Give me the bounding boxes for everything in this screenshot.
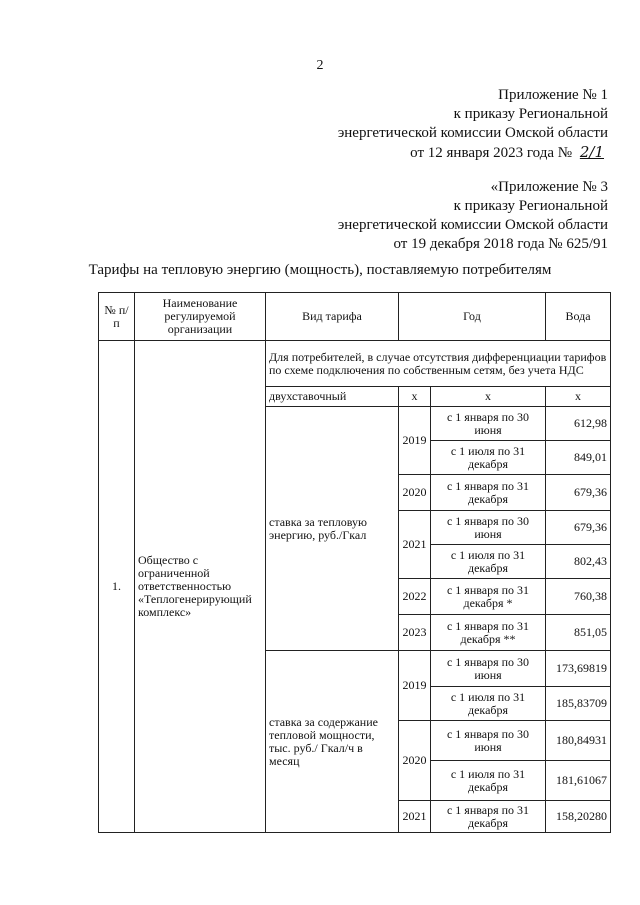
two-rate-year: х xyxy=(399,387,431,407)
two-rate-value: х xyxy=(546,387,611,407)
energy-period: с 1 января по 31 декабря xyxy=(431,475,546,511)
capacity-value: 173,69819 xyxy=(546,651,611,687)
capacity-value: 158,20280 xyxy=(546,801,611,833)
energy-value: 612,98 xyxy=(546,407,611,441)
appendix-3-header xyxy=(338,178,608,254)
header-num: № п/п xyxy=(99,293,135,341)
energy-period: с 1 января по 31 декабря ** xyxy=(431,615,546,651)
appendix-3-line3: энергетической комиссии Омской области xyxy=(337,217,608,233)
energy-rate-label: ставка за тепловую энергию, руб./Гкал xyxy=(266,407,399,651)
page-number: 2 xyxy=(316,58,324,73)
capacity-year-2019: 2019 xyxy=(399,651,431,721)
energy-value: 849,01 xyxy=(546,441,611,475)
appendix-1-header xyxy=(338,86,608,163)
appendix-3-line2: к приказу Региональной xyxy=(453,198,608,214)
energy-year-2019: 2019 xyxy=(399,407,431,475)
energy-value: 760,38 xyxy=(546,579,611,615)
capacity-period: с 1 июля по 31 декабря xyxy=(431,761,546,801)
document-title: Тарифы на тепловую энергию (мощность), поставляемую потребителям xyxy=(88,262,552,278)
energy-period: с 1 января по 30 июня xyxy=(431,407,546,441)
appendix-1-date: от 12 января 2023 года № xyxy=(410,145,573,161)
appendix-1-line1: Приложение № 1 xyxy=(498,87,608,103)
appendix-1-line2: к приказу Региональной xyxy=(453,106,608,122)
capacity-value: 185,83709 xyxy=(546,687,611,721)
capacity-value: 180,84931 xyxy=(546,721,611,761)
capacity-period: с 1 января по 31 декабря xyxy=(431,801,546,833)
row-number: 1. xyxy=(99,341,135,833)
capacity-year-2021: 2021 xyxy=(399,801,431,833)
energy-value: 802,43 xyxy=(546,545,611,579)
energy-value: 679,36 xyxy=(546,475,611,511)
capacity-rate-label: ставка за содержание тепловой мощности, тыс. руб./ Гкал/ч в месяц xyxy=(266,651,399,833)
energy-value: 851,05 xyxy=(546,615,611,651)
organization-name: Общество с ограниченной ответственностью «Теплогенерирующий комплекс» xyxy=(135,341,266,833)
energy-period: с 1 июля по 31 декабря xyxy=(431,441,546,475)
consumer-note: Для потребителей, в случае отсутствия дифференциации тарифов по схеме подключения по собственным сетям, без учета НДС xyxy=(266,341,611,387)
capacity-period: с 1 января по 30 июня xyxy=(431,651,546,687)
appendix-3-line1: «Приложение № 3 xyxy=(490,179,608,195)
header-tariff-type: Вид тарифа xyxy=(266,293,399,341)
table-header-row xyxy=(99,293,611,341)
energy-period: с 1 января по 30 июня xyxy=(431,511,546,545)
header-organization: Наименование регулируемой организации xyxy=(135,293,266,341)
handwritten-order-number: 2/1 xyxy=(579,143,604,161)
tariff-table xyxy=(98,292,611,833)
appendix-1-line3: энергетической комиссии Омской области xyxy=(337,125,608,141)
capacity-year-2020: 2020 xyxy=(399,721,431,801)
appendix-1-date-line xyxy=(338,143,608,163)
capacity-value: 181,61067 xyxy=(546,761,611,801)
energy-value: 679,36 xyxy=(546,511,611,545)
energy-year-2021: 2021 xyxy=(399,511,431,579)
header-water: Вода xyxy=(546,293,611,341)
energy-period: с 1 июля по 31 декабря xyxy=(431,545,546,579)
two-rate-label: двухставочный xyxy=(266,387,399,407)
energy-year-2023: 2023 xyxy=(399,615,431,651)
appendix-3-line4: от 19 декабря 2018 года № 625/91 xyxy=(393,236,608,252)
energy-year-2022: 2022 xyxy=(399,579,431,615)
header-year: Год xyxy=(399,293,546,341)
energy-period: с 1 января по 31 декабря * xyxy=(431,579,546,615)
table-row xyxy=(99,341,611,387)
capacity-period: с 1 июля по 31 декабря xyxy=(431,687,546,721)
energy-year-2020: 2020 xyxy=(399,475,431,511)
capacity-period: с 1 января по 30 июня xyxy=(431,721,546,761)
two-rate-period: х xyxy=(431,387,546,407)
